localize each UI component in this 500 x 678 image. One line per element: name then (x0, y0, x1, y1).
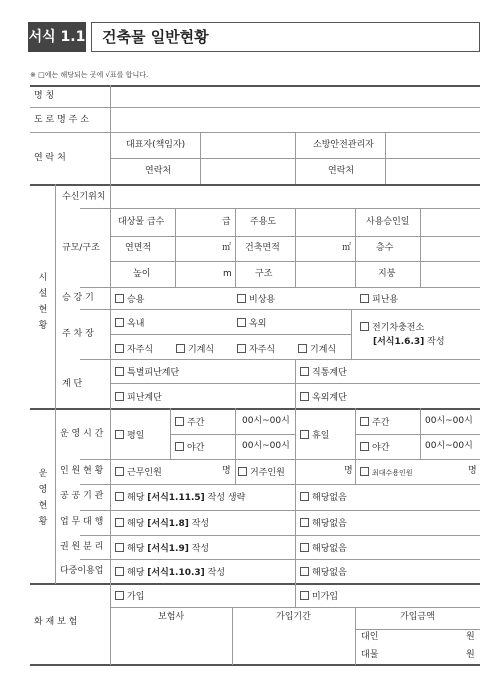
label-contact: 연 락 처 (34, 153, 66, 163)
checkbox-elev-evacuation[interactable]: 피난용 (360, 294, 398, 305)
checkbox-escape-stair[interactable]: 피난계단 (115, 392, 162, 403)
row-divider (355, 629, 480, 630)
col-divider (355, 607, 356, 665)
checkbox-direct-stair[interactable]: 직통계단 (300, 367, 347, 378)
section-operation: 운 영 현 황 (38, 469, 48, 527)
checkbox-park-indoor[interactable]: 옥내 (115, 318, 144, 329)
row-divider (110, 334, 351, 335)
col-divider (420, 208, 421, 287)
col-divider (351, 309, 352, 359)
row-divider (355, 434, 480, 435)
checkbox-multi-applicable[interactable]: 해당 [서식1.10.3] 작성 (115, 567, 225, 578)
checkbox-icon (115, 430, 124, 439)
label-amount: 가입금액 (400, 612, 435, 622)
table-top-border (30, 85, 480, 87)
label-period: 가입기간 (276, 612, 311, 622)
unit-residents: 명 (344, 466, 353, 476)
label-staff: 인 원 현 황 (60, 466, 104, 476)
col-divider (110, 85, 111, 185)
checkbox-holiday-night[interactable]: 야간 (360, 442, 389, 453)
checkbox-residents[interactable]: 거주인원 (238, 467, 285, 478)
col-divider (235, 459, 236, 484)
label-elevator: 승 강 기 (62, 293, 94, 303)
label-representative: 대표자(책임자) (126, 140, 186, 150)
checkbox-icon (115, 591, 124, 600)
unit-max-users: 명 (468, 466, 477, 476)
label-fire-manager: 소방안전관리자 (313, 140, 374, 150)
col-divider (55, 184, 56, 409)
col-divider (232, 607, 233, 665)
col-divider (110, 408, 111, 584)
label-person: 대인 (361, 632, 379, 642)
checkbox-icon (115, 518, 124, 527)
row-divider (30, 107, 480, 108)
col-divider (295, 359, 296, 409)
checkbox-icon (115, 492, 124, 501)
label-address: 도 로 명 주 소 (34, 115, 89, 125)
row-divider (80, 309, 480, 310)
checkbox-icon (300, 591, 309, 600)
label-hours: 운 영 시 간 (60, 429, 104, 439)
checkbox-weekday-day[interactable]: 주간 (175, 417, 204, 428)
label-insurer: 보험사 (158, 612, 185, 622)
label-height: 높이 (133, 269, 151, 279)
row-divider (110, 607, 480, 608)
label-main-use: 주용도 (250, 217, 277, 227)
checkbox-icon (237, 294, 246, 303)
label-name: 명 칭 (34, 91, 55, 101)
checkbox-icon (115, 392, 124, 401)
unit-won: 원 (466, 632, 475, 642)
table-bottom-border (30, 664, 480, 666)
checkbox-icon (300, 518, 309, 527)
checkbox-icon (115, 567, 124, 576)
checkbox-park-outdoor[interactable]: 옥외 (237, 318, 266, 329)
holiday-night-time: 00시~00시 (425, 441, 473, 451)
checkbox-icon (300, 392, 309, 401)
checkbox-icon (300, 430, 309, 439)
label-scale: 규모/구조 (62, 243, 100, 253)
checkbox-icon (360, 322, 369, 331)
checkbox-icon (300, 543, 309, 552)
unit-won-2: 원 (466, 650, 475, 660)
label-receiver-location: 수신기위치 (62, 192, 106, 202)
section-divider (30, 408, 480, 410)
checkbox-multi-none[interactable]: 해당없음 (300, 567, 347, 578)
col-divider (420, 408, 421, 459)
col-divider (295, 208, 296, 287)
checkbox-workers[interactable]: 근무인원 (115, 467, 162, 478)
col-divider (110, 583, 111, 665)
label-approval-date: 사용승인일 (366, 217, 410, 227)
label-business: 업 무 대 행 (60, 517, 104, 527)
checkbox-holiday-day[interactable]: 주간 (360, 417, 389, 428)
label-property: 대물 (361, 650, 379, 660)
checkbox-icon (115, 318, 124, 327)
checkbox-public-none[interactable]: 해당없음 (300, 492, 347, 503)
col-divider (55, 408, 56, 584)
col-divider (175, 208, 176, 287)
weekday-day-time: 00시~00시 (242, 416, 290, 426)
row-divider (80, 359, 480, 360)
row-divider (80, 559, 480, 560)
label-multi-use: 다중이용업 (60, 566, 104, 576)
checkbox-icon (238, 467, 247, 476)
form-title: 건축물 일반현황 (91, 22, 480, 52)
checkbox-rights-applicable[interactable]: 해당 [서식1.9] 작성 (115, 543, 209, 554)
checkbox-insurance-not-joined[interactable]: 미가입 (300, 591, 338, 602)
label-structure: 구조 (255, 269, 273, 279)
checkbox-special-stair[interactable]: 특별피난계단 (115, 367, 179, 378)
form-number-badge: 서식 1.1 (28, 22, 86, 52)
checkbox-icon (300, 567, 309, 576)
checkbox-icon (175, 417, 184, 426)
col-divider (355, 408, 356, 484)
checkbox-park-self-indoor[interactable]: 자주식 (115, 344, 153, 355)
checkbox-outdoor-stair[interactable]: 옥외계단 (300, 392, 347, 403)
col-divider (170, 408, 171, 459)
weekday-night-time: 00시~00시 (242, 441, 290, 451)
col-divider (385, 132, 386, 184)
ev-form-note: [서식1.6.3] 작성 (373, 337, 445, 347)
form-header (28, 22, 480, 52)
checkbox-icon (237, 318, 246, 327)
unit-grade: 급 (222, 217, 231, 227)
checkbox-icon (360, 467, 369, 476)
col-divider (295, 484, 296, 584)
checkbox-weekday[interactable]: 평일 (115, 430, 144, 441)
row-divider (80, 535, 480, 536)
unit-workers: 명 (222, 466, 231, 476)
col-divider (355, 208, 356, 287)
label-fire-insurance: 화 재 보 험 (34, 617, 78, 627)
label-public: 공 공 기 관 (60, 491, 104, 501)
label-total-area: 연면적 (125, 243, 152, 253)
checkbox-icon (115, 294, 124, 303)
unit-area: ㎡ (222, 243, 232, 253)
row-divider (30, 132, 480, 133)
checkbox-icon (300, 367, 309, 376)
checkbox-icon (115, 367, 124, 376)
checkbox-max-users[interactable]: 최대수용인원 (360, 467, 413, 477)
checkbox-icon (176, 344, 185, 353)
checkbox-icon (360, 442, 369, 451)
label-building-area: 건축면적 (245, 243, 280, 253)
label-roof: 지붕 (378, 269, 396, 279)
checkbox-business-applicable[interactable]: 해당 [서식1.8] 작성 (115, 518, 209, 529)
unit-height: m (223, 269, 232, 279)
checkbox-rights-none[interactable]: 해당없음 (300, 543, 347, 554)
checkbox-icon (115, 344, 124, 353)
checkbox-public-applicable[interactable]: 해당 [서식1.11.5] 작성 생략 (115, 492, 245, 503)
col-divider (295, 408, 296, 484)
col-divider (295, 132, 296, 184)
checkbox-business-none[interactable]: 해당없음 (300, 518, 347, 529)
unit-building-area: ㎡ (342, 243, 352, 253)
checkbox-insurance-joined[interactable]: 가입 (115, 591, 144, 602)
col-divider (200, 132, 201, 184)
checkbox-park-self-outdoor[interactable]: 자주식 (237, 344, 275, 355)
row-divider (80, 510, 480, 511)
row-divider (80, 459, 480, 460)
label-grade: 대상물 급수 (118, 217, 165, 227)
instruction-note: ※ □에는 해당되는 곳에 √표를 합니다. (30, 71, 149, 79)
label-rights: 권 원 분 리 (60, 542, 104, 552)
holiday-day-time: 00시~00시 (425, 416, 473, 426)
checkbox-icon (115, 543, 124, 552)
section-divider (30, 583, 480, 585)
label-floors: 층수 (376, 243, 394, 253)
checkbox-park-mech-outdoor[interactable]: 기계식 (298, 344, 336, 355)
checkbox-icon (298, 344, 307, 353)
checkbox-icon (300, 492, 309, 501)
checkbox-weekday-night[interactable]: 야간 (175, 442, 204, 453)
row-divider (80, 287, 480, 288)
label-stairs: 계 단 (62, 379, 83, 389)
checkbox-icon (175, 442, 184, 451)
col-divider (110, 184, 111, 409)
label-phone: 연락처 (145, 166, 172, 176)
checkbox-icon (360, 294, 369, 303)
checkbox-elev-emergency[interactable]: 비상용 (237, 294, 275, 305)
checkbox-ev-charger[interactable]: 전기차충전소 (360, 322, 424, 333)
checkbox-park-mech-indoor[interactable]: 기계식 (176, 344, 214, 355)
checkbox-holiday[interactable]: 휴일 (300, 430, 329, 441)
checkbox-icon (115, 467, 124, 476)
checkbox-icon (360, 417, 369, 426)
section-divider (30, 184, 480, 186)
col-divider (235, 208, 236, 287)
row-divider (80, 484, 480, 485)
label-phone-2: 연락처 (328, 166, 355, 176)
section-facility: 시 설 현 황 (38, 273, 48, 331)
col-divider (235, 408, 236, 459)
label-parking: 주 차 장 (62, 329, 94, 339)
col-divider (295, 583, 296, 607)
checkbox-elev-passenger[interactable]: 승용 (115, 294, 144, 305)
row-divider (170, 434, 295, 435)
checkbox-icon (237, 344, 246, 353)
